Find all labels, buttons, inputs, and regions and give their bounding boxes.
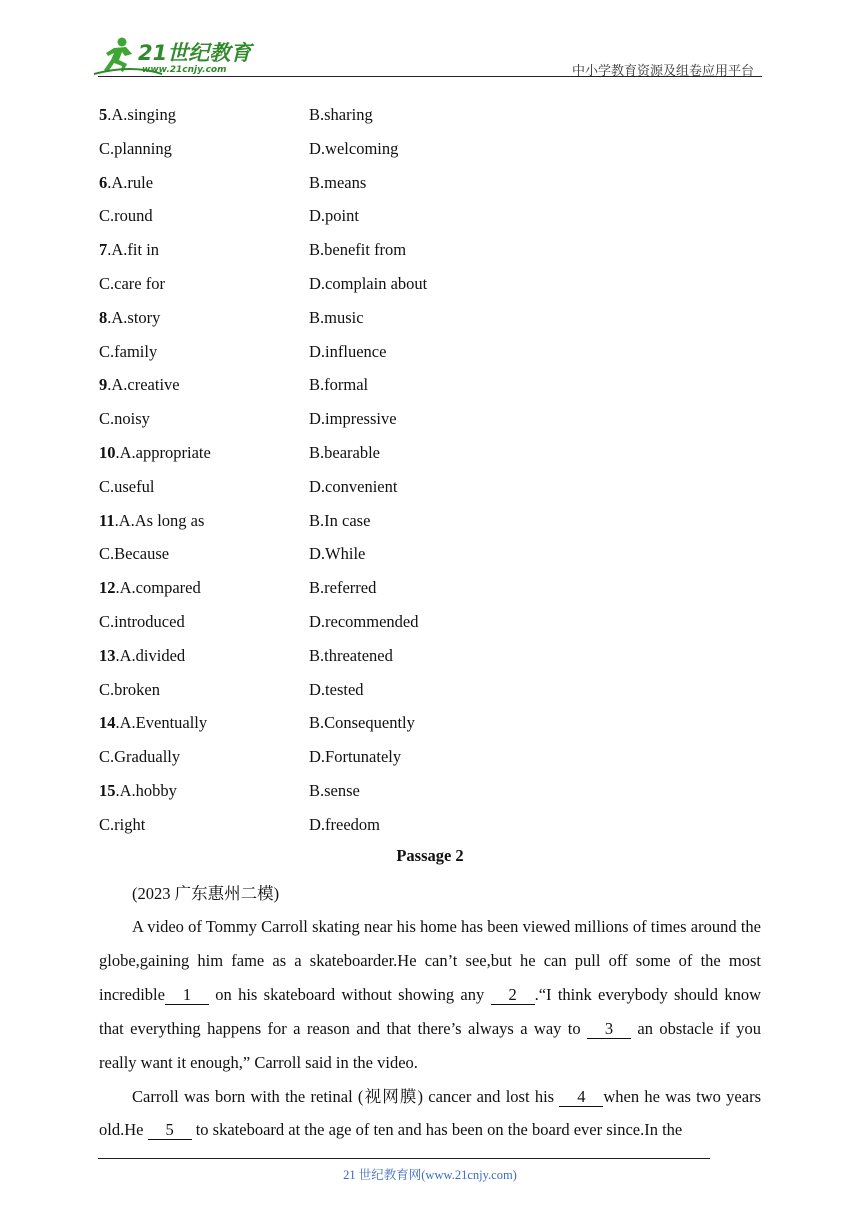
passage-title: Passage 2 bbox=[396, 846, 464, 865]
question-number: 15 bbox=[99, 780, 116, 800]
question-number: 5 bbox=[99, 105, 108, 124]
option-b: B.Consequently bbox=[309, 713, 415, 733]
option-row bbox=[99, 808, 763, 842]
option-row bbox=[99, 199, 763, 233]
option-a: .A.rule bbox=[107, 172, 154, 192]
option-b: B.music bbox=[309, 307, 364, 327]
option-a: .A.fit in bbox=[107, 240, 160, 260]
option-d: D.complain about bbox=[309, 273, 428, 293]
option-b: B.bearable bbox=[309, 442, 381, 462]
option-row bbox=[99, 537, 763, 571]
option-d: D.welcoming bbox=[309, 138, 399, 158]
option-b: B.means bbox=[309, 172, 367, 192]
option-d: D.tested bbox=[309, 679, 364, 699]
option-d: D.point bbox=[309, 206, 359, 226]
question-number: 8 bbox=[99, 307, 108, 327]
question-number: 14 bbox=[99, 713, 116, 733]
option-row bbox=[99, 605, 763, 639]
option-b: B.referred bbox=[309, 578, 377, 598]
option-d: D.impressive bbox=[309, 409, 397, 429]
option-c: C.Because bbox=[99, 544, 170, 564]
platform-name: 中小学教育资源及组卷应用平台 bbox=[571, 63, 754, 78]
option-a: .A.creative bbox=[107, 375, 180, 395]
passage-source: (2023 广东惠州二模) bbox=[132, 884, 280, 903]
paragraph-2: Carroll was born with the retinal (视网膜) cancer and lost his 4 when he was two years old.He 5 to skateboard at the age of ten and has been on the board ever since.In the bbox=[99, 1086, 761, 1140]
question-number: 10 bbox=[99, 442, 116, 462]
option-d: D.While bbox=[309, 544, 366, 564]
blank-1: 1 bbox=[165, 986, 209, 1005]
answer-options bbox=[99, 98, 763, 842]
footer-divider bbox=[98, 1158, 710, 1159]
page-header bbox=[0, 0, 860, 80]
option-row bbox=[99, 774, 763, 808]
option-row bbox=[99, 132, 763, 166]
option-row bbox=[99, 436, 763, 470]
option-d: D.influence bbox=[309, 341, 387, 361]
option-row bbox=[99, 368, 763, 402]
question-number: 6 bbox=[99, 172, 108, 192]
option-c: C.care for bbox=[99, 273, 165, 293]
option-c: C.broken bbox=[99, 679, 160, 699]
option-a: .A.appropriate bbox=[115, 442, 211, 462]
option-a: .A.Eventually bbox=[115, 713, 208, 733]
passage-body bbox=[99, 910, 761, 1147]
option-row bbox=[99, 233, 763, 267]
option-a: .A.singing bbox=[107, 105, 177, 124]
option-c: C.right bbox=[99, 814, 146, 834]
option-row bbox=[99, 301, 763, 335]
option-b: B.sharing bbox=[309, 105, 373, 124]
option-d: D.recommended bbox=[309, 611, 419, 631]
svg-text:www.21cnjy.com: www.21cnjy.com bbox=[142, 65, 227, 75]
question-number: 9 bbox=[99, 375, 108, 395]
option-row bbox=[99, 166, 763, 200]
option-c: C.Gradually bbox=[99, 747, 181, 767]
paragraph-1: A video of Tommy Carroll skating near his home has been viewed millions of times around the globe,gaining him fame as a skateboarder.He can’t see,but he can pull off some of the most incredible 1 on his skateboard without showing any 2 .“I think everybody should know that everything happens for a reason and that there’s always a way to 3 an obstacle if you really want it enough,” Carroll said in the video. bbox=[99, 917, 761, 1072]
blank-2: 2 bbox=[491, 986, 535, 1005]
question-number: 12 bbox=[99, 578, 116, 598]
option-c: C.introduced bbox=[99, 611, 185, 631]
option-a: .A.divided bbox=[115, 645, 186, 665]
question-number: 11 bbox=[99, 510, 115, 530]
question-number: 13 bbox=[99, 645, 116, 665]
option-row bbox=[99, 335, 763, 369]
option-c: C.round bbox=[99, 206, 153, 226]
option-b: B.threatened bbox=[309, 645, 393, 665]
option-row bbox=[99, 571, 763, 605]
option-row bbox=[99, 470, 763, 504]
svg-text:21世纪教育: 21世纪教育 bbox=[138, 41, 252, 65]
option-a: .A.compared bbox=[115, 578, 201, 598]
option-b: B.sense bbox=[309, 780, 360, 800]
option-b: B.benefit from bbox=[309, 240, 407, 260]
option-a: .A.story bbox=[107, 307, 161, 327]
blank-3: 3 bbox=[587, 1020, 631, 1039]
21cnjy-logo bbox=[92, 34, 257, 78]
option-row bbox=[99, 740, 763, 774]
option-d: D.convenient bbox=[309, 476, 398, 496]
option-c: C.family bbox=[99, 341, 158, 361]
option-b: B.formal bbox=[309, 375, 369, 395]
blank-4: 4 bbox=[559, 1088, 603, 1107]
footer-text: 21 世纪教育网(www.21cnjy.com) bbox=[343, 1168, 517, 1182]
option-row bbox=[99, 98, 763, 132]
blank-5: 5 bbox=[148, 1121, 192, 1140]
option-row bbox=[99, 267, 763, 301]
option-row bbox=[99, 639, 763, 673]
option-c: C.noisy bbox=[99, 409, 150, 429]
option-a: .A.hobby bbox=[115, 780, 177, 800]
header-divider bbox=[98, 76, 762, 77]
option-c: C.planning bbox=[99, 138, 172, 158]
question-number: 7 bbox=[99, 240, 108, 260]
option-c: C.useful bbox=[99, 476, 155, 496]
option-d: D.Fortunately bbox=[309, 747, 402, 767]
option-row bbox=[99, 402, 763, 436]
option-row bbox=[99, 673, 763, 707]
option-row bbox=[99, 706, 763, 740]
option-row bbox=[99, 504, 763, 538]
option-b: B.In case bbox=[309, 510, 371, 530]
option-d: D.freedom bbox=[309, 814, 381, 834]
option-a: .A.As long as bbox=[114, 510, 205, 530]
